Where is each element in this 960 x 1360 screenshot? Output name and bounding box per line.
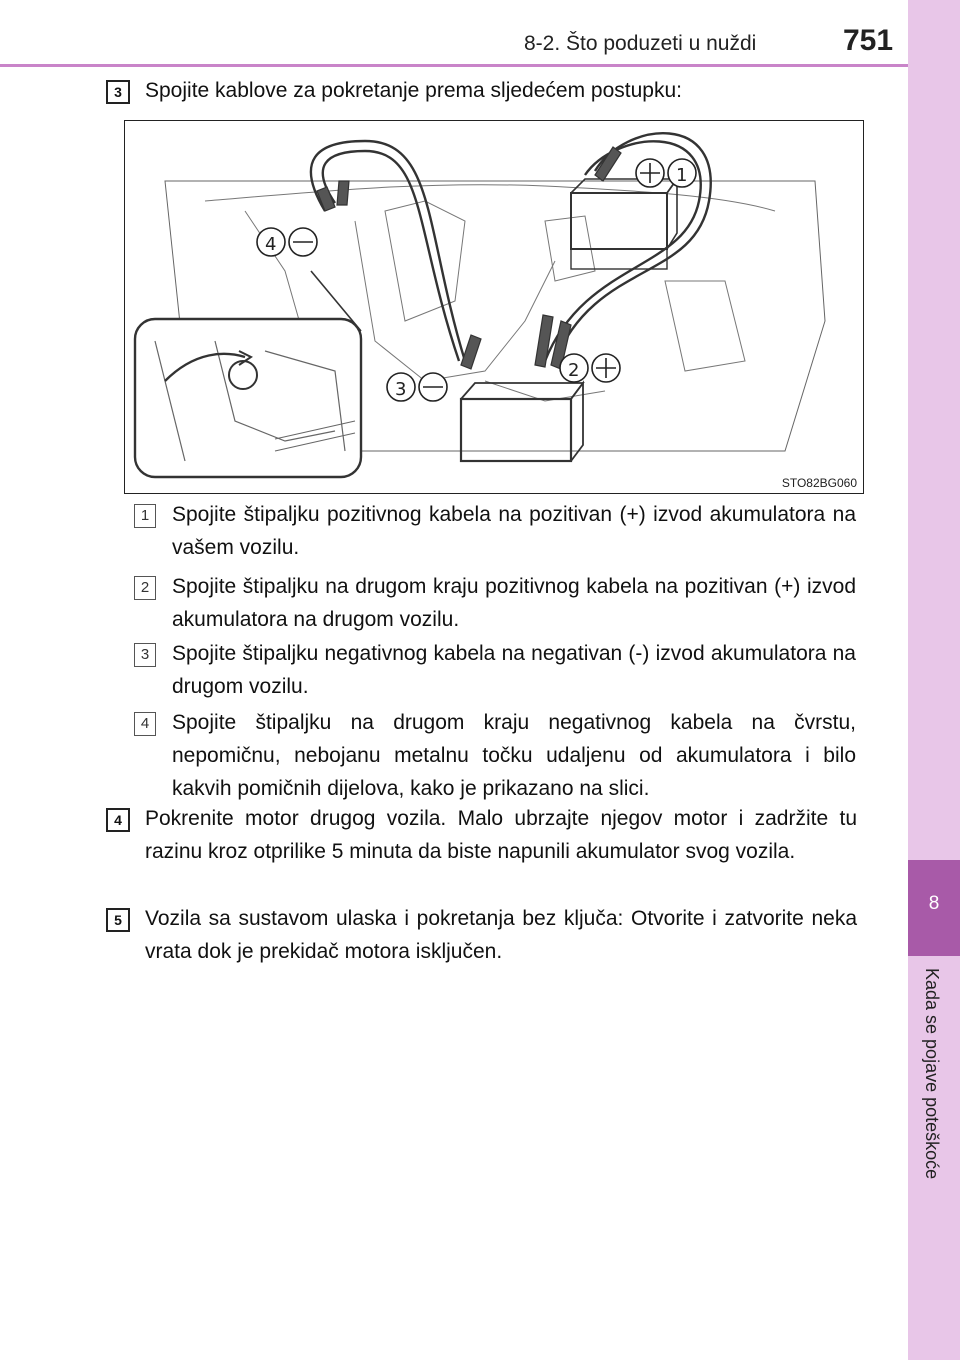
engine-bay-drawing bbox=[125, 121, 863, 493]
callout-1-number: 1 bbox=[676, 165, 688, 186]
substep-number: 1 bbox=[134, 504, 156, 528]
side-tab-upper bbox=[908, 0, 960, 860]
step-text: Spojite kablove za pokretanje prema sljedećem postupku: bbox=[145, 79, 682, 102]
substep-text: Spojite štipaljku na drugom kraju negativnog kabela na čvrstu, nepomičnu, nebojanu metalnu točku udaljenu od akumulatora i bilo kakvih pomičnih dijelova, kako je prikazano na slici. bbox=[172, 711, 856, 800]
callout-4-number: 4 bbox=[265, 234, 277, 255]
substep-text: Spojite štipaljku na drugom kraju pozitivnog kabela na pozitivan (+) izvod akumulatora na drugom vozilu. bbox=[172, 575, 856, 631]
callout-3-number: 3 bbox=[395, 379, 407, 400]
section-title: 8-2. Što poduzeti u nuždi bbox=[524, 32, 757, 55]
jump-start-illustration bbox=[124, 120, 864, 494]
chapter-number: 8 bbox=[928, 893, 940, 914]
header-divider bbox=[0, 64, 908, 67]
callout-2-number: 2 bbox=[568, 360, 580, 381]
step-number-box: 5 bbox=[106, 908, 130, 932]
substep-number: 4 bbox=[134, 712, 156, 736]
substep-number: 2 bbox=[134, 576, 156, 600]
chapter-title: Kada se pojave poteškoće bbox=[922, 968, 942, 1180]
step-number-box: 3 bbox=[106, 80, 130, 104]
step-number-box: 4 bbox=[106, 808, 130, 832]
figure-code: STO82BG060 bbox=[781, 476, 857, 490]
step-text: Vozila sa sustavom ulaska i pokretanja bez ključa: Otvorite i zatvorite neka vrata dok je prekidač motora isključen. bbox=[145, 907, 857, 963]
substep-number: 3 bbox=[134, 643, 156, 667]
step-text: Pokrenite motor drugog vozila. Malo ubrzajte njegov motor i zadržite tu razinu kroz otprilike 5 minuta da biste napunili akumulator svog vozila. bbox=[145, 807, 857, 863]
substep-text: Spojite štipaljku negativnog kabela na negativan (-) izvod akumulatora na drugom vozilu. bbox=[172, 642, 856, 698]
page-number: 751 bbox=[843, 24, 894, 57]
substep-text: Spojite štipaljku pozitivnog kabela na pozitivan (+) izvod akumulatora na vašem vozilu. bbox=[172, 503, 856, 559]
